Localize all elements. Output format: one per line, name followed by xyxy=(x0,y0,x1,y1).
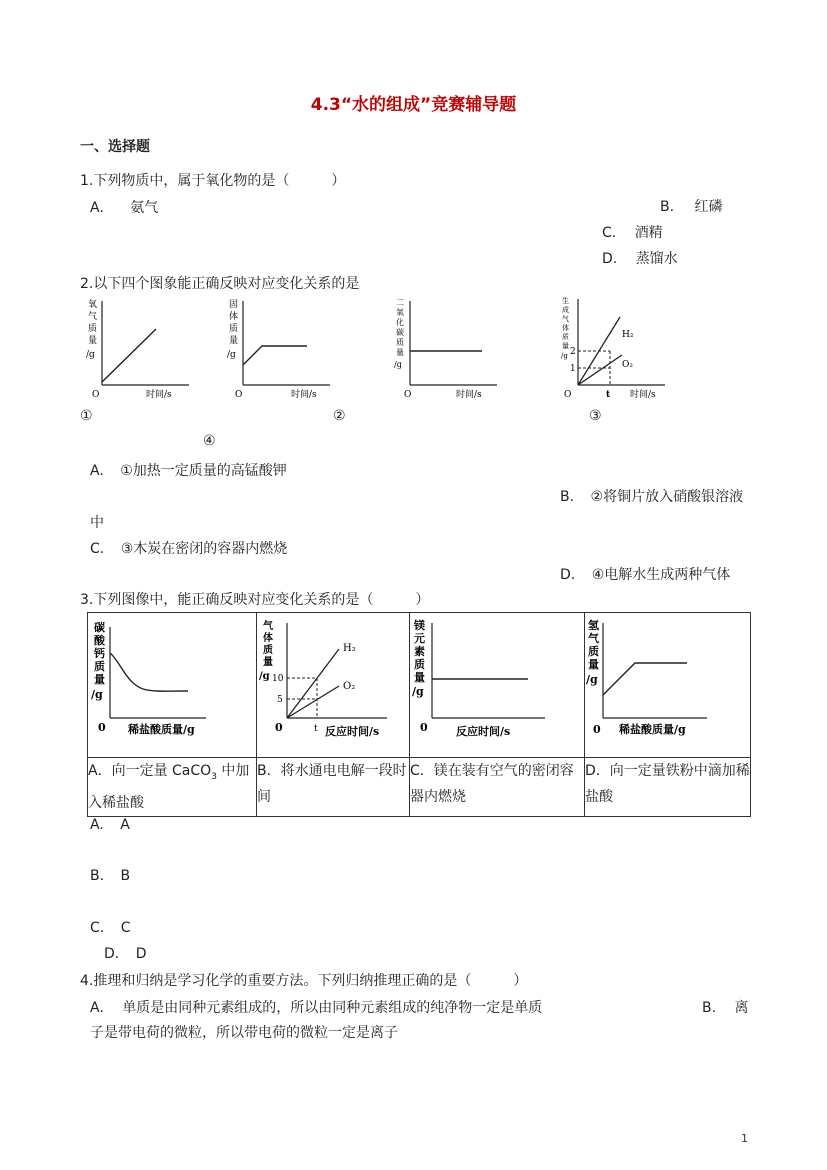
y-label-char: 量 xyxy=(88,336,98,346)
svg-text:量: 量 xyxy=(414,671,425,684)
svg-text:/g: /g xyxy=(586,673,598,686)
x-axis-label: 时间/s xyxy=(146,390,172,400)
q3-option-c[interactable]: C. C xyxy=(90,920,131,936)
svg-text:10: 10 xyxy=(272,674,284,684)
option-text: 氨气 xyxy=(130,200,159,216)
q3-caption-a: A．向一定量 CaCO$_3$ 中加入稀盐酸 xyxy=(88,758,257,817)
svg-text:体: 体 xyxy=(229,312,239,322)
graph-marker-3: ③ xyxy=(589,408,602,424)
y-label-char: /g xyxy=(86,350,95,360)
svg-text:0: 0 xyxy=(98,721,106,734)
svg-text:气: 气 xyxy=(588,632,599,645)
option-letter: B. xyxy=(660,199,675,215)
y-label-char: 氧 xyxy=(88,300,98,310)
q2-option-d[interactable]: D. ④电解水生成两种气体 xyxy=(560,567,731,583)
q1-option-a[interactable] xyxy=(90,197,158,217)
graph-marker-2: ② xyxy=(333,408,346,424)
svg-text:氢: 氢 xyxy=(588,619,599,632)
svg-text:量: 量 xyxy=(229,336,239,346)
svg-text:生: 生 xyxy=(562,297,569,305)
q4-option-b[interactable]: B. 离 xyxy=(702,1000,749,1016)
option-text: 蒸馏水 xyxy=(635,251,678,267)
q3-option-d[interactable]: D. D xyxy=(104,946,147,962)
svg-text:时间/s: 时间/s xyxy=(456,390,482,400)
graph-marker-1: ① xyxy=(80,408,93,424)
option-letter: C. xyxy=(602,225,617,241)
svg-text:5: 5 xyxy=(277,695,283,705)
q1-option-b[interactable] xyxy=(660,196,723,216)
x-tick: t xyxy=(606,390,611,400)
svg-text:碳: 碳 xyxy=(396,328,404,337)
q2-option-c[interactable]: C. ③木炭在密闭的容器内燃烧 xyxy=(90,541,288,557)
svg-text:0: 0 xyxy=(275,721,283,734)
svg-text:质: 质 xyxy=(263,645,273,656)
svg-text:/g: /g xyxy=(259,671,270,682)
svg-text:时间/s: 时间/s xyxy=(291,390,317,400)
svg-text:酸: 酸 xyxy=(94,634,105,647)
svg-text:质: 质 xyxy=(396,338,404,347)
svg-text:碳: 碳 xyxy=(94,621,105,634)
svg-text:元: 元 xyxy=(414,632,425,645)
q3-graph-d xyxy=(585,613,751,758)
option-letter: D. xyxy=(602,251,618,267)
q3-caption-c: C．镁在装有空气的密闭容器内燃烧 xyxy=(410,758,585,817)
svg-text:/g: /g xyxy=(227,350,236,360)
svg-text:/g: /g xyxy=(561,352,568,360)
y-label-char: 质 xyxy=(88,324,98,334)
q2-graph-1 xyxy=(84,295,194,409)
option-text: 红磷 xyxy=(694,199,723,215)
svg-text:固: 固 xyxy=(229,300,239,310)
origin-label: O xyxy=(92,390,100,400)
section-heading: 一、选择题 xyxy=(80,139,150,155)
q3-stem: 3.下列图像中，能正确反映对应变化关系的是（ ） xyxy=(80,592,430,608)
svg-text:0: 0 xyxy=(420,721,428,734)
svg-text:量: 量 xyxy=(263,657,273,668)
y-tick: 2 xyxy=(570,347,576,357)
q3-graph-c xyxy=(410,613,585,758)
svg-text:量: 量 xyxy=(588,658,599,671)
q4-stem: 4.推理和归纳是学习化学的重要方法。下列归纳推理正确的是（ ） xyxy=(80,973,528,989)
svg-text:质: 质 xyxy=(94,660,105,673)
q4-option-b-continuation: 子是带电荷的微粒，所以带电荷的微粒一定是离子 xyxy=(90,1025,398,1041)
svg-text:0: 0 xyxy=(593,723,601,736)
svg-text:镁: 镁 xyxy=(414,619,425,632)
q1-option-c[interactable] xyxy=(602,222,663,242)
svg-text:O: O xyxy=(404,390,412,400)
svg-text:质: 质 xyxy=(414,658,425,671)
svg-text:反应时间/s: 反应时间/s xyxy=(325,725,380,738)
q1-option-d[interactable] xyxy=(602,248,678,268)
q2-option-b-continuation: 中 xyxy=(90,515,104,531)
svg-text:化: 化 xyxy=(396,318,404,327)
svg-text:量: 量 xyxy=(396,348,404,357)
svg-text:体: 体 xyxy=(263,633,273,644)
q3-caption-d: D．向一定量铁粉中滴加稀盐酸 xyxy=(585,758,751,817)
svg-text:H₂: H₂ xyxy=(343,643,356,654)
y-label-char: 气 xyxy=(88,312,98,322)
svg-text:O: O xyxy=(235,390,243,400)
svg-text:质: 质 xyxy=(562,333,569,341)
svg-text:钙: 钙 xyxy=(94,647,105,660)
svg-text:气: 气 xyxy=(562,315,569,323)
q2-graph-2 xyxy=(225,295,335,409)
q2-stem: 2.以下四个图象能正确反映对应变化关系的是 xyxy=(80,276,360,292)
svg-text:/g: /g xyxy=(91,688,103,701)
graph-marker-4: ④ xyxy=(203,433,216,449)
line-label: H₂ xyxy=(622,330,634,340)
svg-text:量: 量 xyxy=(94,673,105,686)
option-text: 酒精 xyxy=(634,225,663,241)
svg-text:O: O xyxy=(564,390,572,400)
svg-text:气: 气 xyxy=(263,621,273,632)
svg-text:/g: /g xyxy=(412,685,424,698)
q2-graph-4 xyxy=(560,295,670,409)
svg-text:素: 素 xyxy=(414,645,425,658)
q3-option-b[interactable]: B. B xyxy=(90,868,131,884)
svg-text:t: t xyxy=(314,724,318,734)
q3-option-a[interactable]: A. A xyxy=(90,817,130,833)
q3-graph-b xyxy=(257,613,410,758)
q2-option-b[interactable]: B. ②将铜片放入硝酸银溶液 xyxy=(560,489,744,505)
svg-text:成: 成 xyxy=(562,306,569,314)
svg-text:质: 质 xyxy=(588,645,599,658)
svg-text:O₂: O₂ xyxy=(343,681,356,692)
q4-option-a[interactable]: A. 单质是由同种元素组成的，所以由同种元素组成的纯净物一定是单质 xyxy=(90,1000,543,1016)
svg-text:体: 体 xyxy=(562,324,569,332)
page-title: 4.3“水的组成”竞赛辅导题 xyxy=(310,95,517,115)
q1-stem: 1.下列物质中，属于氧化物的是（ ） xyxy=(80,173,346,189)
svg-text:质: 质 xyxy=(229,324,239,334)
q3-graph-table xyxy=(87,612,751,817)
line-label: O₂ xyxy=(622,360,633,370)
q3-graph-a xyxy=(88,613,257,758)
svg-text:氧: 氧 xyxy=(396,308,404,317)
svg-text:反应时间/s: 反应时间/s xyxy=(456,725,511,738)
svg-text:量: 量 xyxy=(562,342,569,350)
svg-text:时间/s: 时间/s xyxy=(630,390,656,400)
q2-graph-3 xyxy=(392,295,502,409)
svg-text:二: 二 xyxy=(396,298,404,307)
q2-option-a[interactable]: A. ①加热一定质量的高锰酸钾 xyxy=(90,463,287,479)
svg-text:稀盐酸质量/g: 稀盐酸质量/g xyxy=(619,723,686,736)
q3-caption-b: B．将水通电电解一段时间 xyxy=(257,758,410,817)
svg-text:稀盐酸质量/g: 稀盐酸质量/g xyxy=(128,723,195,736)
y-tick: 1 xyxy=(570,364,576,374)
svg-text:/g: /g xyxy=(394,360,402,369)
option-letter: A. xyxy=(90,200,104,216)
page-number: 1 xyxy=(741,1132,748,1145)
